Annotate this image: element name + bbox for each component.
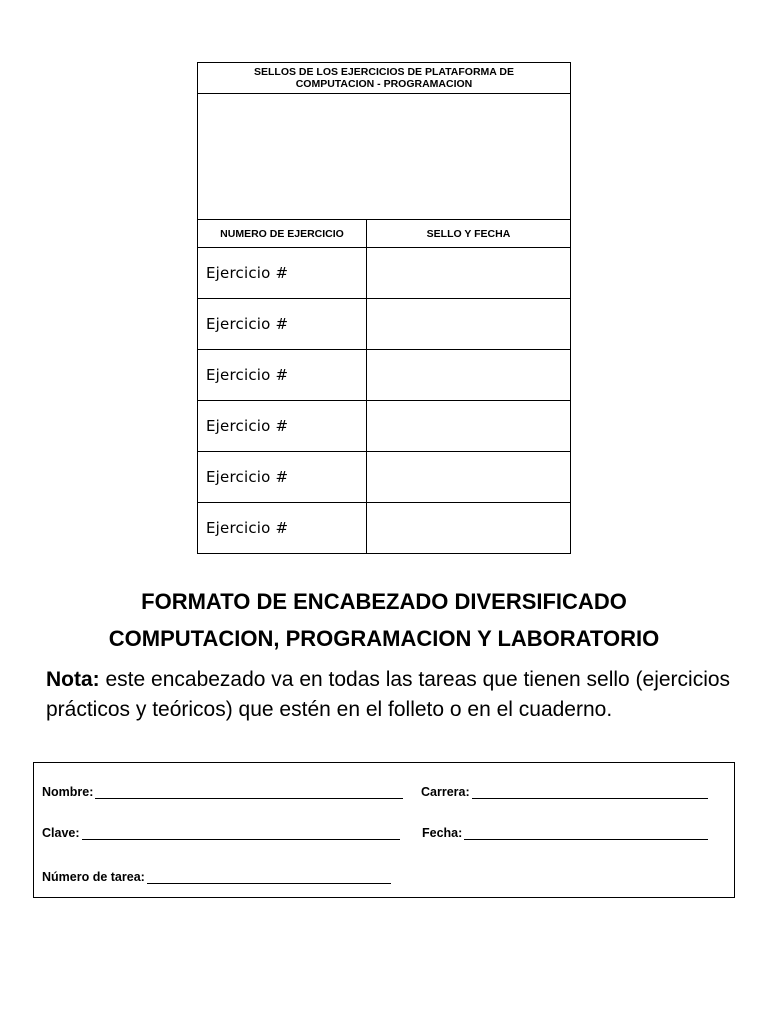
stamp-area [198,94,570,220]
numero-tarea-line[interactable] [147,871,391,884]
fecha-field[interactable] [422,826,708,840]
column-header-stamp: SELLO Y FECHA [426,227,511,240]
header-form [33,762,735,898]
fecha-label: Fecha: [422,826,463,840]
column-header-exercise: NUMERO DE EJERCICIO [198,220,367,247]
stamp-cell [367,503,570,553]
note-text: este encabezado va en todas las tareas que tienen sello (ejercicios prácticos y teóricos) que estén en el folleto o en el cuaderno. [46,668,731,721]
exercise-label: Ejercicio # [206,468,289,486]
nombre-field[interactable] [42,785,403,799]
table-row [198,350,570,401]
stamp-table-title: SELLOS DE LOS EJERCICIOS DE PLATAFORMA DE COMPUTACION - PROGRAMACION [198,63,570,94]
carrera-label: Carrera: [421,785,470,799]
table-row [198,503,570,553]
exercise-label: Ejercicio # [206,264,289,282]
numero-tarea-label: Número de tarea: [42,870,145,884]
carrera-field[interactable] [421,785,708,799]
stamp-table [197,62,571,554]
exercise-label: Ejercicio # [206,315,289,333]
nombre-label: Nombre: [42,785,94,799]
clave-field[interactable] [42,826,400,840]
page-subtitle: COMPUTACION, PROGRAMACION Y LABORATORIO [108,626,660,651]
stamp-cell [367,350,570,400]
exercise-label: Ejercicio # [206,519,289,537]
stamp-cell [367,401,570,451]
carrera-line[interactable] [472,786,708,799]
note-paragraph [46,665,736,725]
stamp-cell [367,248,570,298]
table-row [198,452,570,503]
exercise-label: Ejercicio # [206,366,289,384]
page-title: FORMATO DE ENCABEZADO DIVERSIFICADO [141,589,627,614]
note-label: Nota: [46,668,100,691]
table-row [198,299,570,350]
exercise-label: Ejercicio # [206,417,289,435]
stamp-cell [367,299,570,349]
nombre-line[interactable] [95,786,403,799]
stamp-cell [367,452,570,502]
numero-tarea-field[interactable] [42,870,391,884]
table-row [198,401,570,452]
clave-line[interactable] [82,827,400,840]
stamp-table-header [198,220,570,248]
table-row [198,248,570,299]
fecha-line[interactable] [464,827,708,840]
clave-label: Clave: [42,826,80,840]
